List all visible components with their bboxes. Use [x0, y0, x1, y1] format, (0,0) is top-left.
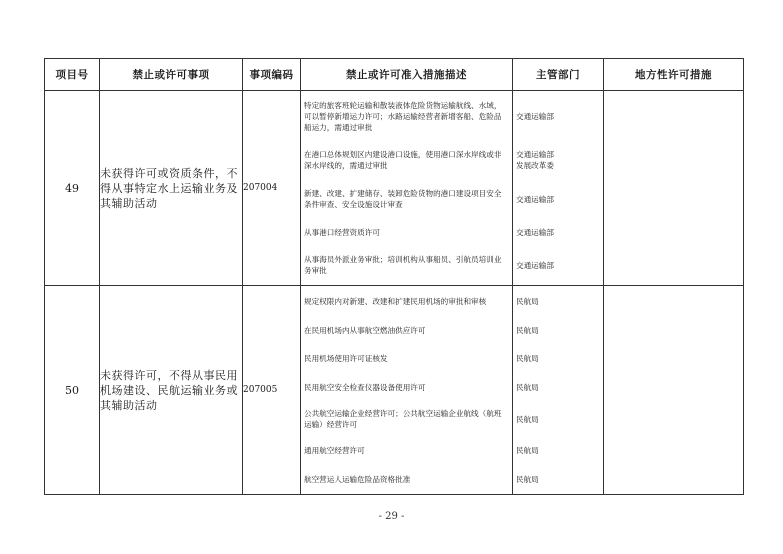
col-header-item: 禁止或许可事项 — [100, 59, 243, 91]
dept-text: 民航局 — [516, 475, 539, 484]
measure-text: 民用航空安全检查仪器设备使用许可 — [304, 383, 426, 392]
col-header-measures: 禁止或许可准入措施描述 — [301, 59, 513, 91]
measure-text: 从事港口经营资质许可 — [304, 227, 380, 237]
dept-text: 交通运输部 — [516, 227, 554, 237]
dept-text: 交通运输部 — [516, 111, 554, 121]
col-header-no: 项目号 — [45, 59, 100, 91]
measure-text: 在民用机场内从事航空燃油供应许可 — [304, 325, 426, 335]
measure-text: 通用航空经营许可 — [304, 446, 365, 455]
col-header-local: 地方性许可措施 — [604, 59, 744, 91]
local-measure-cell — [604, 91, 744, 286]
dept-cell — [513, 286, 604, 495]
table-row — [45, 286, 744, 495]
item-code: 207004 — [243, 91, 301, 286]
measure-text: 规定权限内对新建、改建和扩建民用机场的审批和审核 — [304, 296, 487, 306]
measure-text: 航空营运人运输危险品资格批准 — [304, 475, 411, 484]
table-row — [45, 91, 744, 286]
page-number: - 29 - — [378, 511, 405, 522]
dept-text: 民航局 — [516, 446, 539, 455]
dept-text: 交通运输部 发展改革委 — [516, 150, 554, 170]
header-row — [45, 59, 744, 91]
measure-text: 从事海员外派业务审批；培训机构从事船员、引航员培训业务审批 — [304, 255, 502, 275]
measure-text: 公共航空运输企业经营许可；公共航空运输企业航线（航班运输）经营许可 — [304, 409, 502, 429]
row-number: 50 — [45, 286, 100, 495]
item-code: 207005 — [243, 286, 301, 495]
measure-text: 民用机场使用许可证核发 — [304, 354, 388, 363]
measure-text: 特定的旅客班轮运输和散装液体危险货物运输航线、水域，可以暂停新增运力许可；水路运输经营者新增客船、危险品船运力，需通过审批 — [304, 100, 502, 132]
dept-text: 民航局 — [516, 325, 539, 335]
dept-cell — [513, 91, 604, 286]
dept-text: 交通运输部 — [516, 260, 554, 270]
dept-text: 民航局 — [516, 414, 539, 424]
item-name: 未获得许可，不得从事民用机场建设、民航运输业务或其辅助活动 — [100, 286, 243, 495]
permit-table — [44, 58, 744, 495]
dept-text: 民航局 — [516, 296, 539, 306]
measures-cell — [301, 91, 513, 286]
col-header-code: 事项编码 — [243, 59, 301, 91]
item-name: 未获得许可或资质条件，不得从事特定水上运输业务及其辅助活动 — [100, 91, 243, 286]
dept-text: 民航局 — [516, 354, 539, 363]
col-header-dept: 主管部门 — [513, 59, 604, 91]
dept-text: 民航局 — [516, 383, 539, 392]
row-number: 49 — [45, 91, 100, 286]
measures-cell — [301, 286, 513, 495]
measure-text: 新建、改建、扩建储存、装卸危险货物的港口建设项目安全条件审查、安全设施设计审查 — [304, 189, 502, 209]
dept-text: 交通运输部 — [516, 194, 554, 204]
measure-text: 在港口总体规划区内建设港口设施，使用港口深水岸线或非深水岸线的，需通过审批 — [304, 150, 502, 170]
local-measure-cell — [604, 286, 744, 495]
